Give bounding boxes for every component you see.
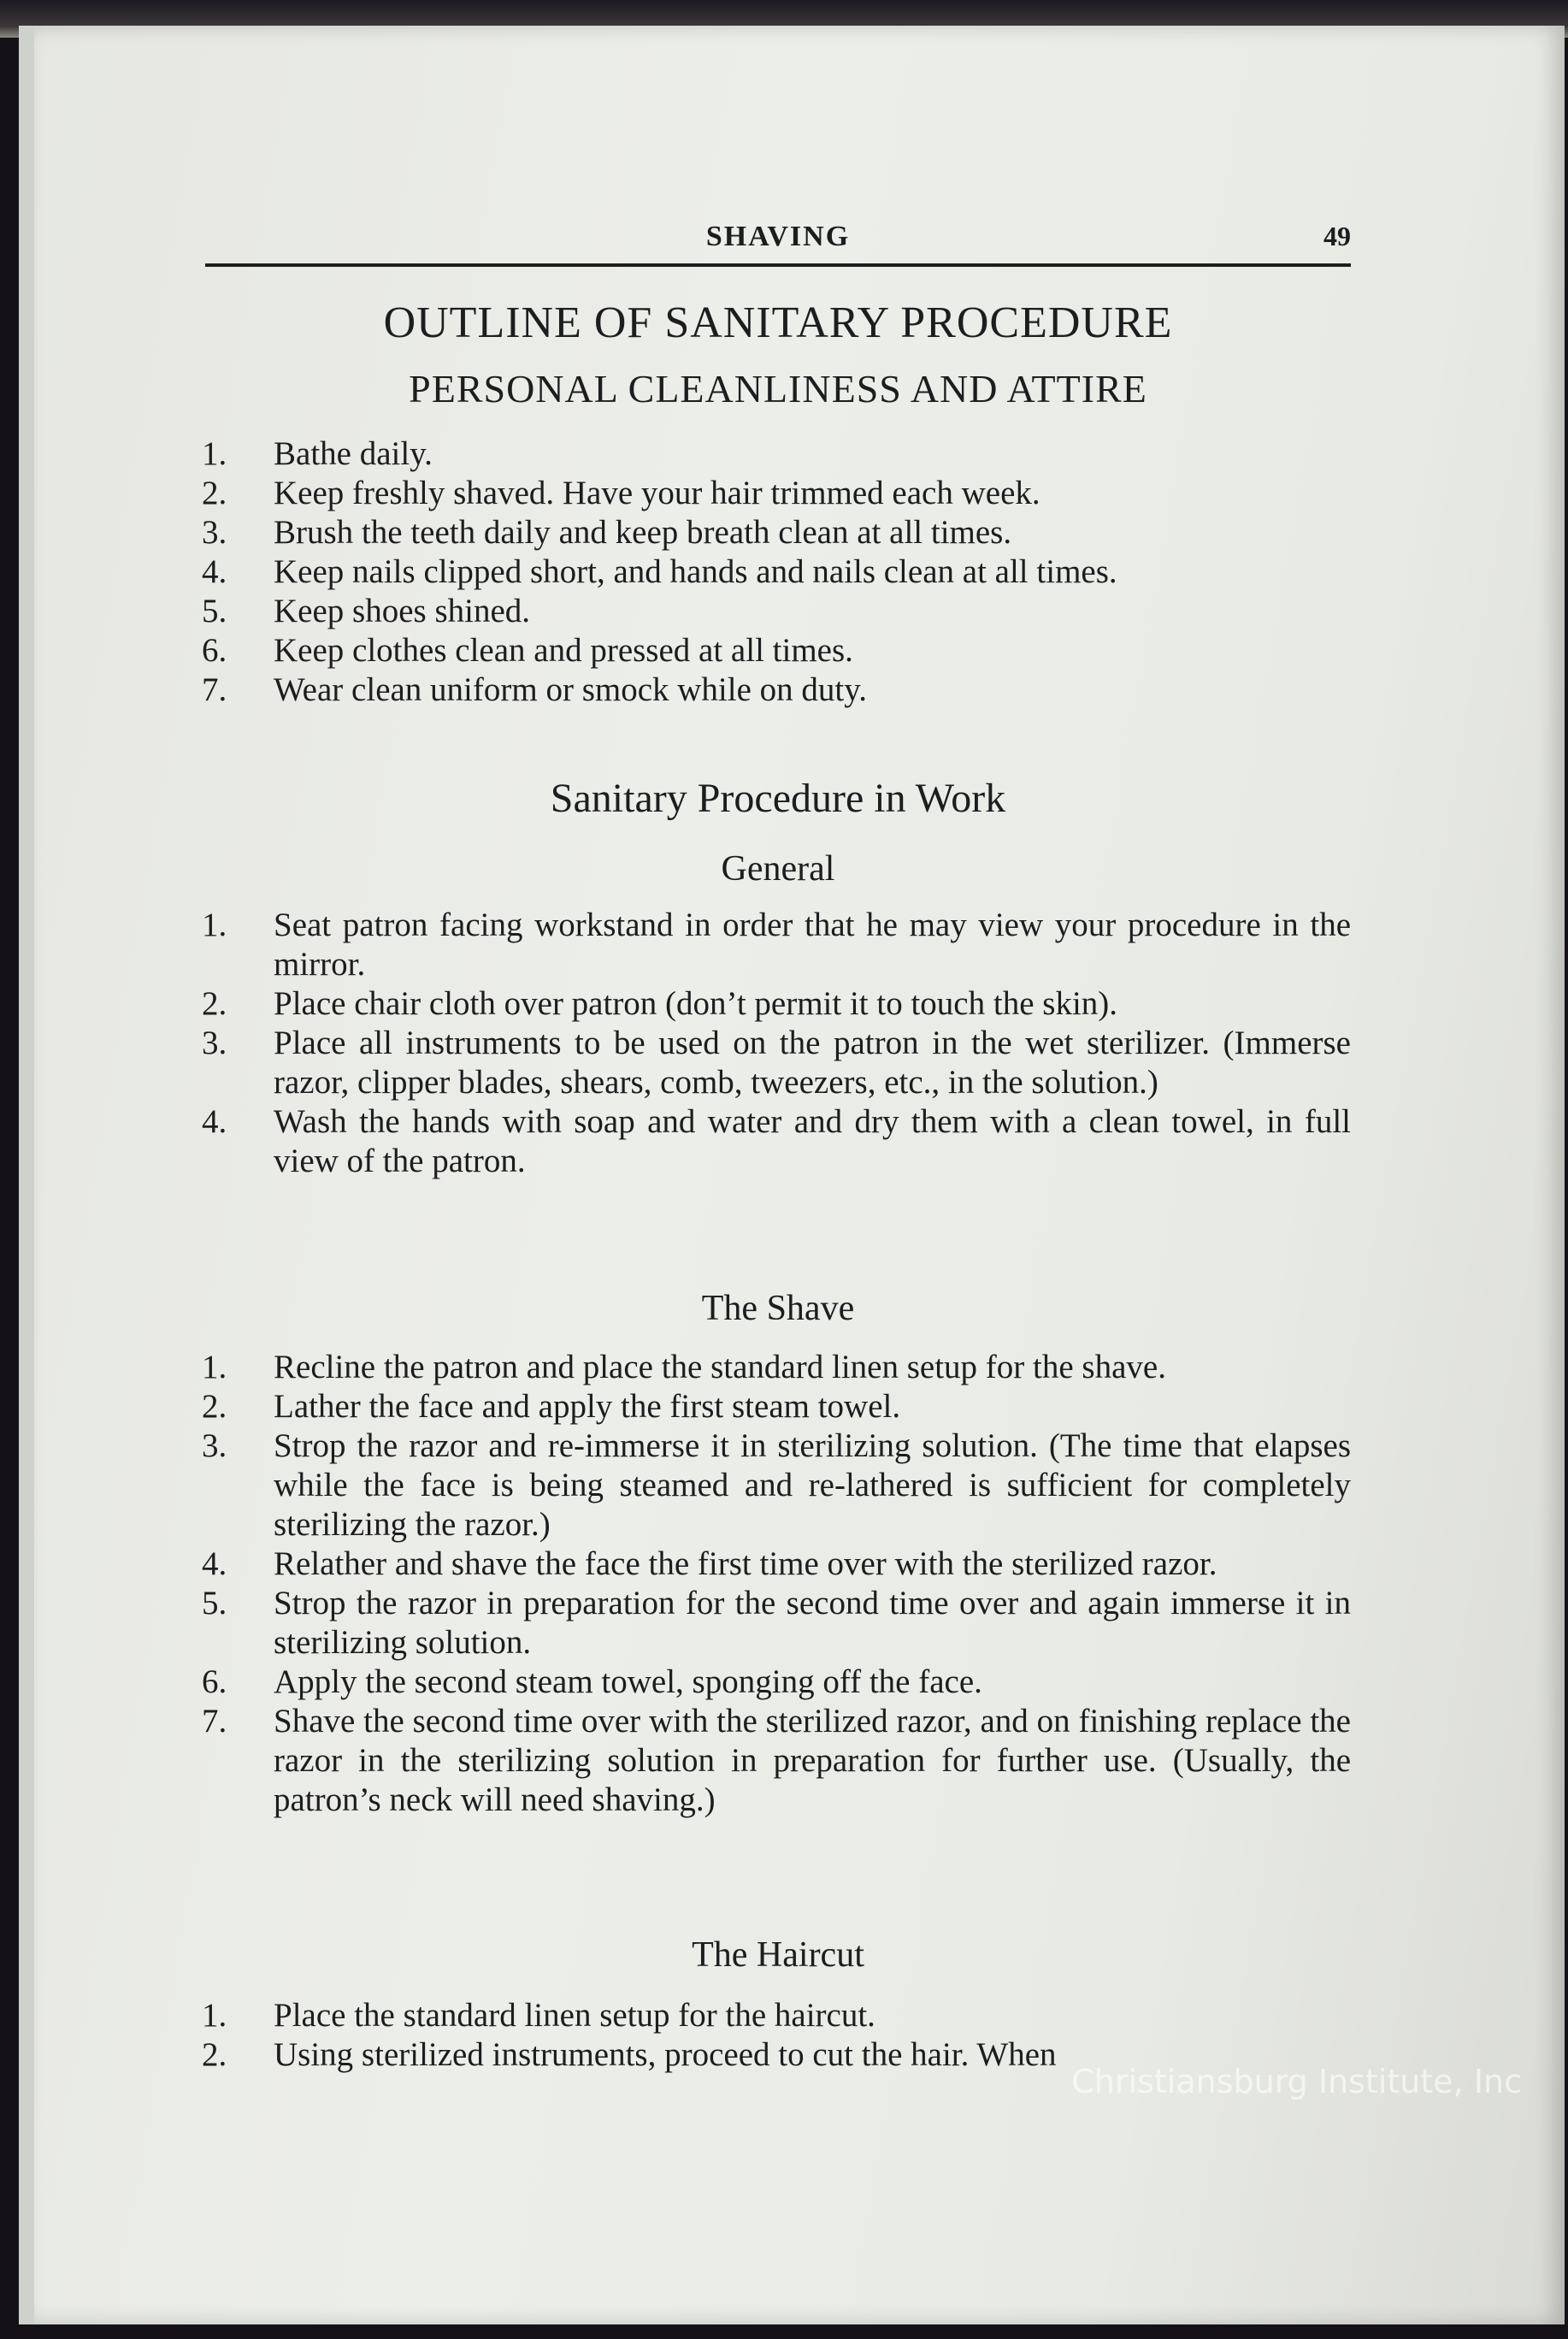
list-item-text: Place all instruments to be used on the patron in the wet sterilizer. (Immerse razor, clipper blades, shears, comb, tweezers, etc., in the solution.) [274,1025,1351,1101]
list-item [202,1702,1351,1820]
list-item-text: Brush the teeth daily and keep breath clean at all times. [274,514,1012,551]
list-item-number: 6. [202,632,227,669]
personal-list [202,434,1351,710]
list-item-number: 7. [202,671,227,708]
list-item-text: Shave the second time over with the sterilized razor, and on finishing replace the razor in the sterilizing solution in preparation for further use. (Usually, the patron’s neck will need shaving.) [274,1703,1351,1818]
list-item-text: Bathe daily. [274,435,433,472]
list-item [202,513,1351,552]
list-item-text: Using sterilized instruments, proceed to cut the hair. When [274,2036,1057,2073]
list-item-text: Keep freshly shaved. Have your hair trimmed each week. [274,475,1040,511]
list-item [202,984,1351,1024]
running-title: SHAVING [705,221,851,252]
list-item-number: 3. [202,514,227,551]
list-item-text: Relather and shave the face the first time over with the sterilized razor. [274,1545,1217,1582]
list-item-text: Keep nails clipped short, and hands and nails clean at all times. [274,553,1117,590]
list-item [202,1545,1351,1584]
list-item-text: Wash the hands with soap and water and dry them with a clean towel, in full view of the patron. [274,1103,1351,1179]
list-item [202,1387,1351,1426]
list-item-text: Seat patron facing workstand in order that he may view your procedure in the mirror. [274,907,1351,983]
list-item [202,1584,1351,1663]
list-item [202,631,1351,670]
list-item-text: Strop the razor and re-immerse it in sterilizing solution. (The time that elapses while the face is being steamed and re-lathered is sufficient for completely sterilizing the razor.) [274,1427,1351,1543]
list-item-number: 4. [202,1103,227,1140]
list-item-number: 3. [202,1025,227,1061]
list-item-text: Recline the patron and place the standard linen setup for the shave. [274,1349,1166,1385]
list-item [202,434,1351,474]
list-item [202,474,1351,513]
work-heading: Sanitary Procedure in Work [550,776,1006,821]
list-item [202,670,1351,710]
haircut-heading: The Haircut [692,1935,864,1975]
list-item-number: 7. [202,1703,227,1739]
list-item-number: 3. [202,1427,227,1464]
list-item-number: 1. [202,1997,227,2034]
list-item-number: 2. [202,985,227,1022]
list-item-number: 2. [202,2036,227,2073]
list-item [202,1348,1351,1387]
list-item-number: 5. [202,593,227,629]
list-item [202,1102,1351,1181]
running-header [205,197,1351,267]
list-item-text: Wear clean uniform or smock while on duty. [274,671,867,708]
book-page [19,26,1565,2324]
page-number: 49 [1323,221,1351,251]
list-item-text: Place chair cloth over patron (don’t permit it to touch the skin). [274,985,1118,1022]
list-item-number: 1. [202,1349,227,1385]
general-heading: General [721,849,835,889]
list-item-text: Apply the second steam towel, sponging off the face. [274,1663,982,1700]
list-item-number: 4. [202,553,227,590]
list-item-number: 6. [202,1663,227,1700]
list-item-text: Strop the razor in preparation for the second time over and again immerse it in sterilizing solution. [274,1585,1351,1661]
list-item-number: 1. [202,435,227,472]
list-item-number: 1. [202,907,227,943]
list-item-text: Keep shoes shined. [274,593,531,629]
list-item [202,1663,1351,1702]
list-item [202,906,1351,984]
list-item [202,1426,1351,1545]
list-item-text: Place the standard linen setup for the haircut. [274,1997,875,2034]
list-item-text: Lather the face and apply the first steam towel. [274,1388,901,1425]
page-title: OUTLINE OF SANITARY PROCEDURE [383,298,1173,347]
list-item [202,1024,1351,1102]
list-item-text: Keep clothes clean and pressed at all times. [274,632,853,669]
shave-list [202,1348,1351,1820]
shave-heading: The Shave [701,1289,855,1328]
list-item [202,592,1351,631]
list-item-number: 2. [202,475,227,511]
list-item [202,552,1351,592]
list-item [202,1996,1351,2035]
watermark: Christiansburg Institute, Inc [1071,2063,1522,2100]
list-item-number: 4. [202,1545,227,1582]
general-list [202,906,1351,1181]
personal-heading: PERSONAL CLEANLINESS AND ATTIRE [409,367,1147,411]
list-item-number: 2. [202,1388,227,1425]
list-item-number: 5. [202,1585,227,1621]
